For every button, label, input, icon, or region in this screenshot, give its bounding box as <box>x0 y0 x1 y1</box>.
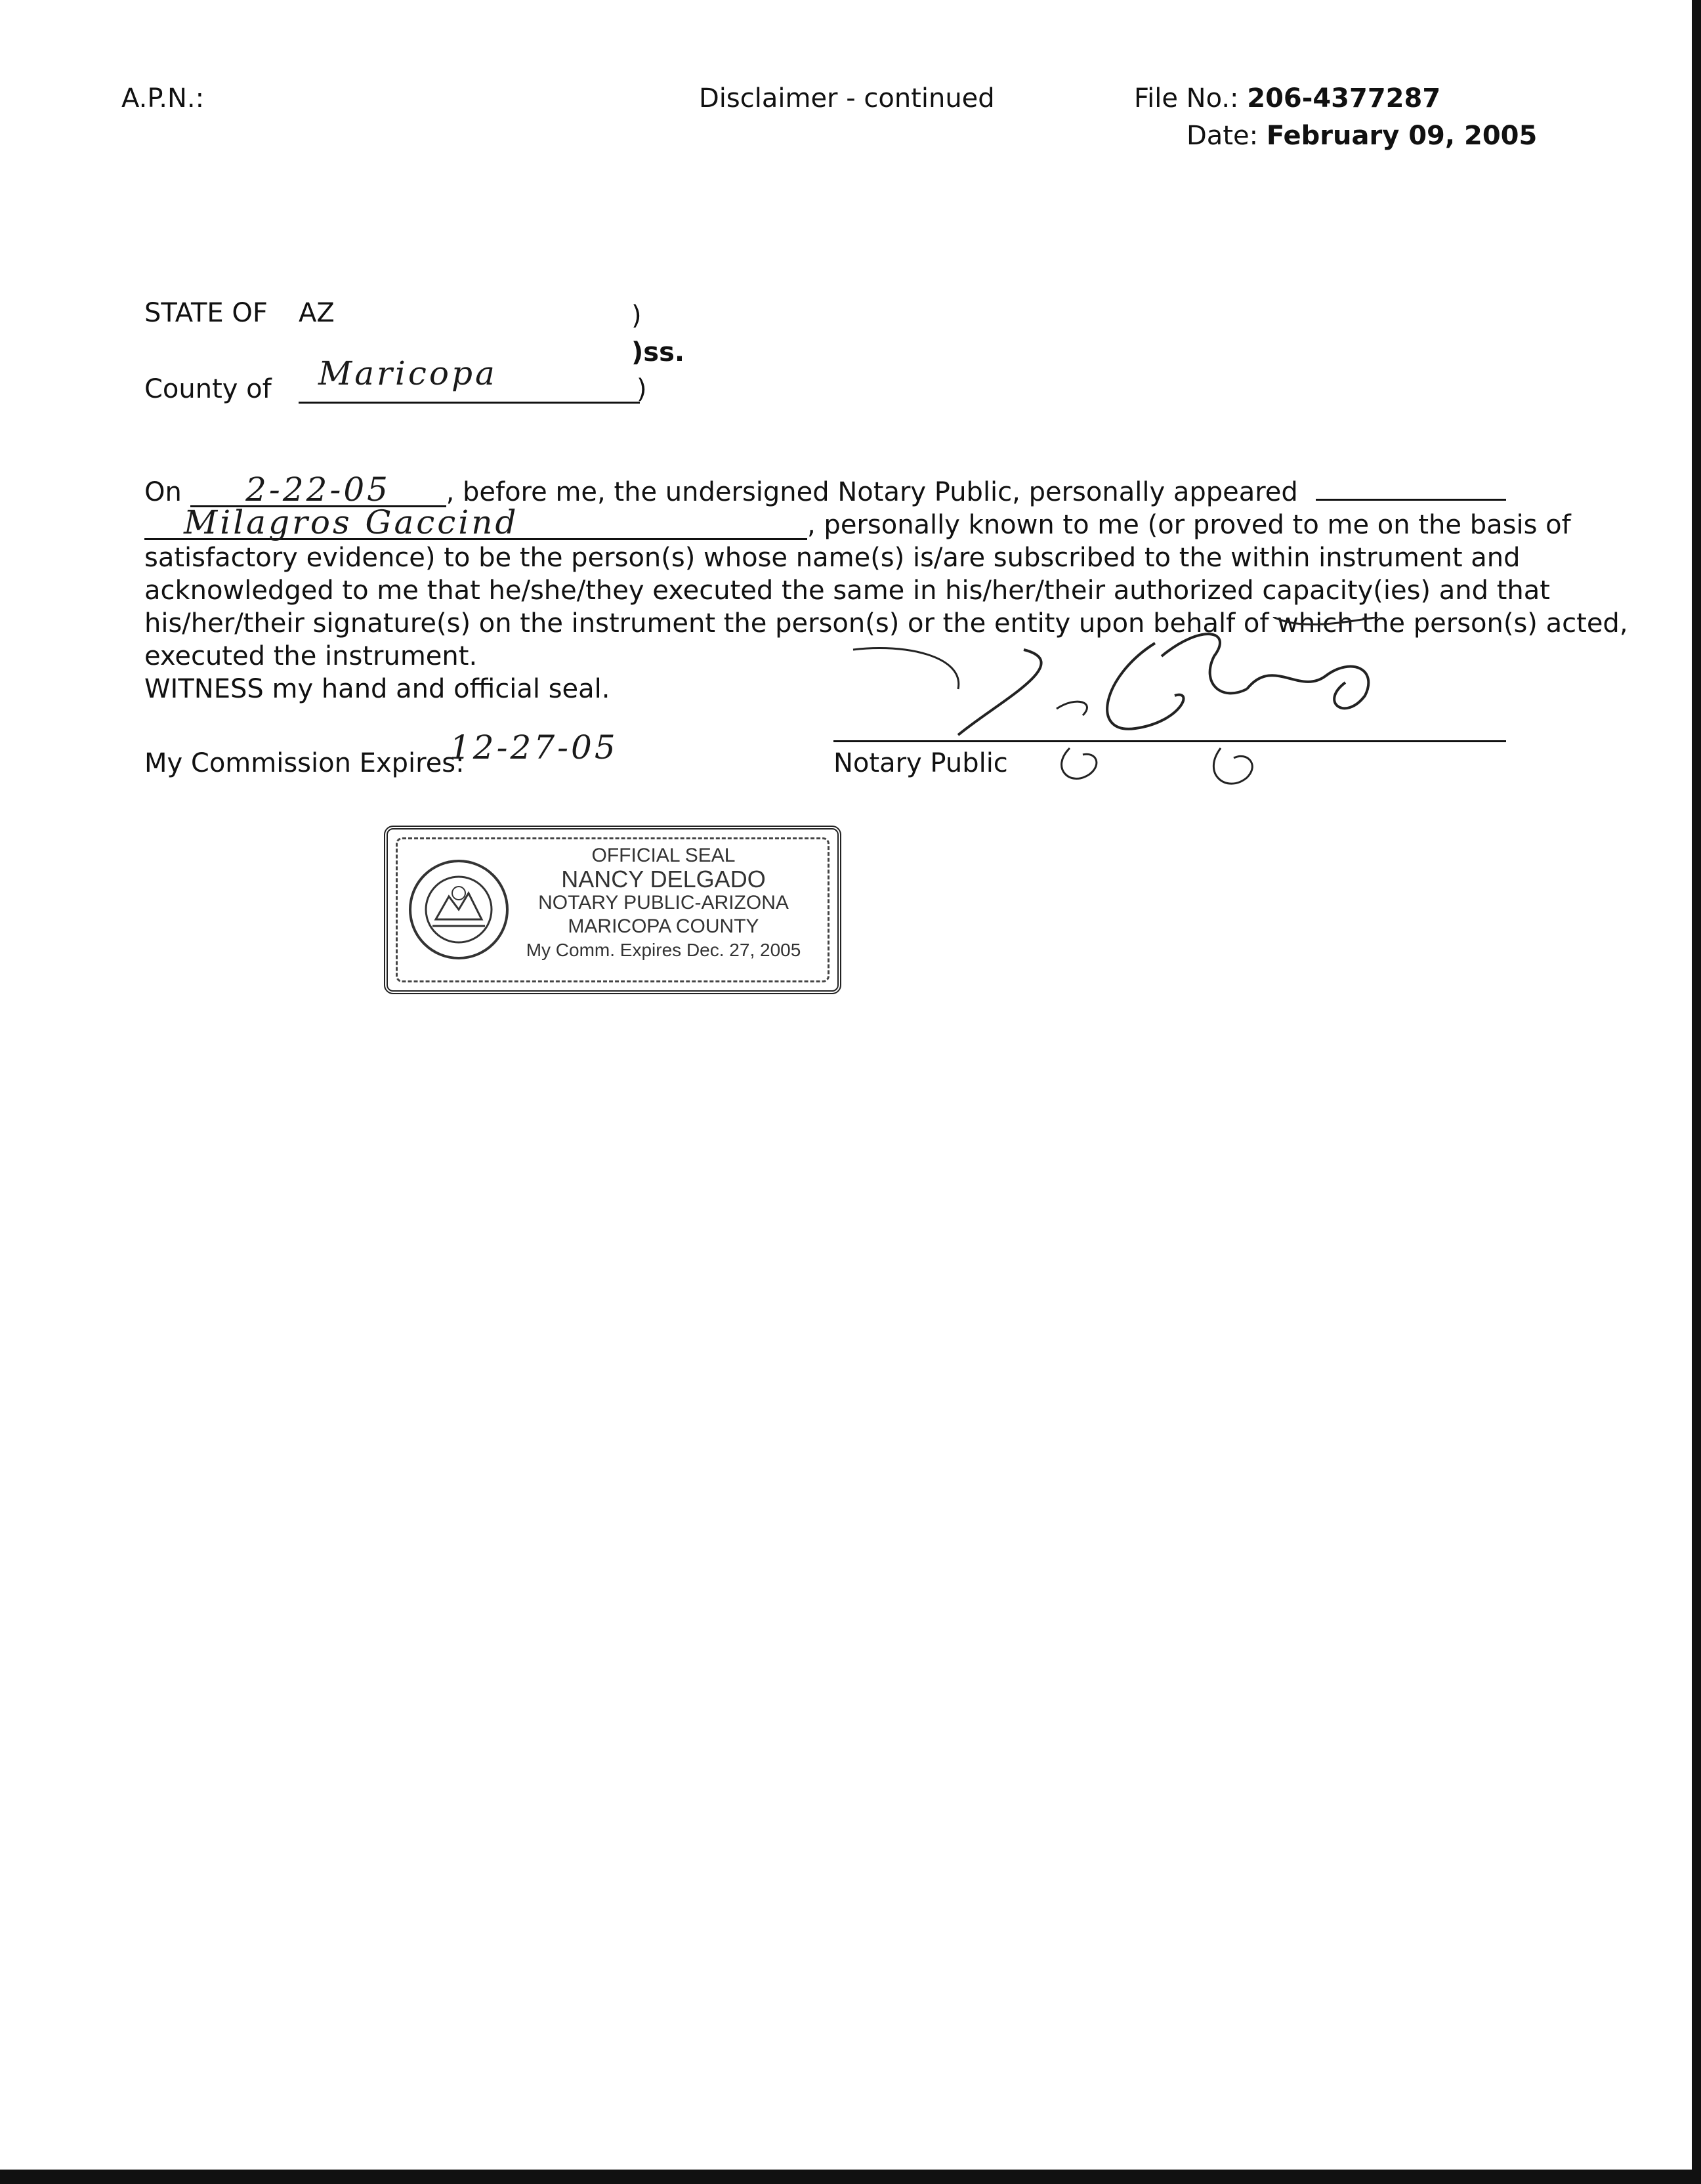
ack-line-5: his/her/their signature(s) on the instrument the person(s) or the entity upon behalf of which the person(s) acted, <box>144 608 1628 639</box>
seal-title: OFFICIAL SEAL <box>591 845 736 866</box>
state-seal-emblem-icon <box>406 857 511 962</box>
witness-statement: WITNESS my hand and official seal. <box>144 674 610 704</box>
appeared-blank <box>1316 479 1506 501</box>
page-title: Disclaimer - continued <box>699 83 995 114</box>
date-value: February 09, 2005 <box>1266 121 1538 151</box>
ack-line-4: acknowledged to me that he/she/they executed the same in his/her/their authorized capacity(ies) and that <box>144 576 1550 606</box>
state-value: AZ <box>299 298 335 328</box>
date-label: Date: <box>1186 121 1259 151</box>
ack-date-field <box>190 471 446 509</box>
apn-label: A.P.N.: <box>121 83 205 114</box>
file-number-label: File No.: <box>1134 83 1239 114</box>
ack-text-1: , before me, the undersigned Notary Public, personally appeared <box>446 477 1298 507</box>
on-label: On <box>144 477 182 507</box>
document-date <box>1186 119 1537 152</box>
file-number <box>1134 82 1440 115</box>
file-number-value: 206-4377287 <box>1247 83 1441 114</box>
state-label: STATE OF <box>144 298 268 328</box>
official-seal-stamp <box>384 826 841 994</box>
seal-county: MARICOPA COUNTY <box>568 915 759 937</box>
notary-public-label: Notary Public <box>833 748 1008 778</box>
county-label: County of <box>144 374 272 404</box>
ack-date-handwritten: 2-22-05 <box>245 471 390 509</box>
venue-paren-2: ) <box>637 374 647 404</box>
seal-notary-name: NANCY DELGADO <box>561 866 766 892</box>
commission-label: My Commission Expires: <box>144 748 465 778</box>
scan-edge-right <box>1692 0 1701 2184</box>
commission-handwritten: 12-27-05 <box>450 728 618 766</box>
scan-edge-bottom <box>0 2170 1701 2184</box>
ack-line-6: executed the instrument. <box>144 641 478 671</box>
seal-expiration: My Comm. Expires Dec. 27, 2005 <box>526 940 801 960</box>
county-handwritten: Maricopa <box>318 354 497 392</box>
seal-text <box>519 844 808 962</box>
notary-signature <box>827 617 1418 794</box>
county-underline <box>299 402 640 404</box>
ack-name-field <box>144 503 807 541</box>
venue-paren-1: ) <box>631 301 642 331</box>
ack-name-handwritten: Milagros Gaccind <box>184 503 519 541</box>
seal-notary-state: NOTARY PUBLIC-ARIZONA <box>538 892 789 914</box>
ack-line-3: satisfactory evidence) to be the person(s) whose name(s) is/are subscribed to the within instrument and <box>144 543 1521 573</box>
ack-text-2: , personally known to me (or proved to me on the basis of <box>807 510 1571 540</box>
ss-label: )ss. <box>631 337 685 368</box>
ack-line-2 <box>144 503 1571 541</box>
